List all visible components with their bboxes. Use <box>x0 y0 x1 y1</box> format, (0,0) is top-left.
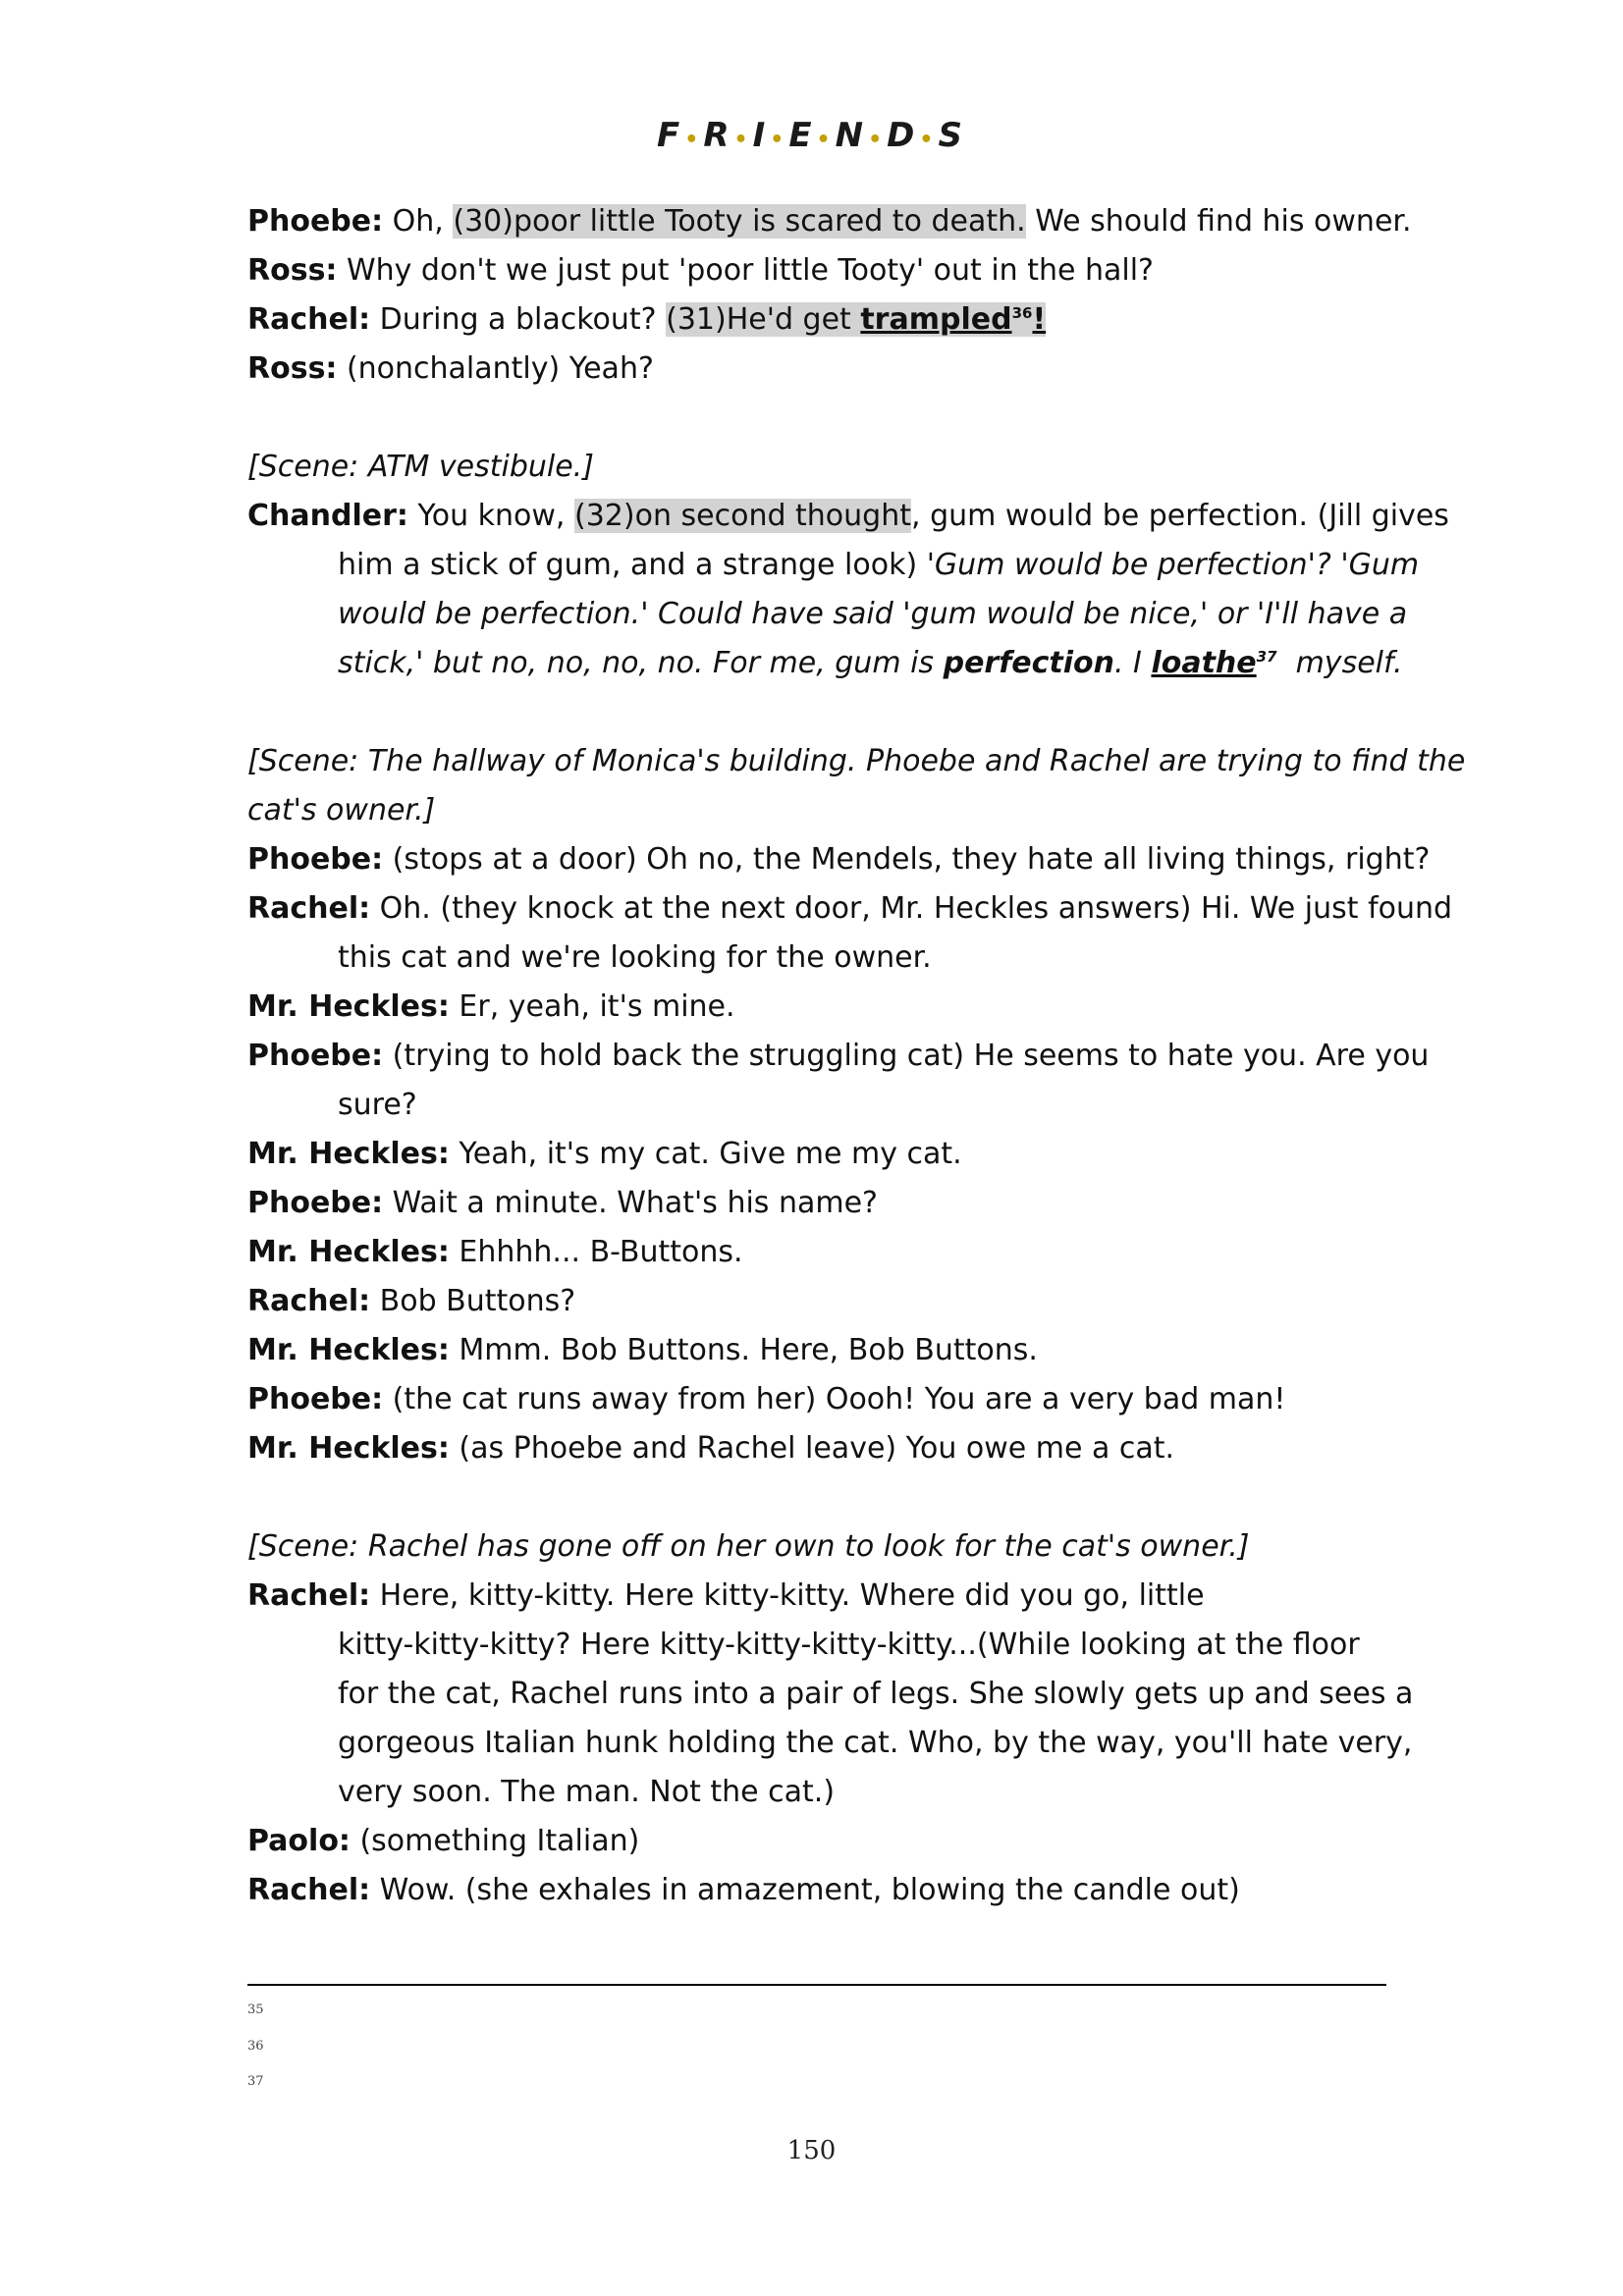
dialogue-text: We should find his owner. <box>1025 204 1412 239</box>
speaker: Phoebe: <box>247 842 384 877</box>
dialogue-text: him a stick of gum, and a strange look) <box>338 548 927 582</box>
dialogue-continuation: this cat and we're looking for the owner. <box>338 940 932 975</box>
dialogue-text: You know, <box>407 499 575 533</box>
dialogue-line <box>247 1866 1386 1915</box>
footnote-divider <box>247 1984 1386 1986</box>
speaker: Phoebe: <box>247 1039 384 1073</box>
dialogue-line <box>247 1572 1386 1621</box>
dialogue-text: Why don't we just put 'poor little Tooty' out in the hall? <box>337 253 1154 288</box>
dialogue-text: (nonchalantly) Yeah? <box>337 351 654 386</box>
dialogue-line <box>247 295 1386 345</box>
dialogue-text: Yeah, it's my cat. Give me my cat. <box>449 1137 962 1171</box>
dialogue-text: (trying to hold back the struggling cat) He seems to hate you. Are you <box>383 1039 1430 1073</box>
dialogue-text: During a blackout? <box>370 302 667 337</box>
dialogue-text: Bob Buttons? <box>370 1284 576 1318</box>
logo-letter: R <box>703 116 733 155</box>
speaker: Rachel: <box>247 1578 371 1613</box>
speaker: Ross: <box>247 351 338 386</box>
dialogue-line <box>247 246 1386 295</box>
dialogue-text: Oh, <box>383 204 454 239</box>
footnote-37: 37 <box>247 2074 264 2089</box>
logo-letter: I <box>752 116 770 155</box>
dialogue-line <box>247 884 1453 934</box>
dialogue-italic: 'Gum would be perfection'? 'Gum <box>926 548 1420 582</box>
dialogue-italic: . I <box>1113 646 1152 680</box>
dialogue-line <box>247 492 1449 541</box>
footnote-ref-36[interactable]: 36 <box>1011 304 1033 322</box>
dialogue-line <box>247 1326 1386 1375</box>
dialogue-continuation: very soon. The man. Not the cat.) <box>338 1775 836 1809</box>
dialogue-line <box>247 1032 1430 1081</box>
emphasis: perfection <box>943 646 1114 680</box>
dialogue-text: (the cat runs away from her) Oooh! You are a very bad man! <box>383 1382 1286 1416</box>
scene-heading: [Scene: Rachel has gone off on her own to look for the cat's owner.] <box>247 1529 1250 1564</box>
vocab-trampled: trampled <box>860 302 1012 337</box>
dialogue-line <box>247 1228 1386 1277</box>
logo-letter: E <box>788 116 816 155</box>
dialogue-text: Ehhhh... B-Buttons. <box>449 1235 743 1269</box>
speaker: Phoebe: <box>247 1186 384 1220</box>
logo-letter: N <box>835 116 868 155</box>
dialogue-text: (as Phoebe and Rachel leave) You owe me a cat. <box>449 1431 1175 1466</box>
scene-heading: [Scene: ATM vestibule.] <box>247 450 594 484</box>
dialogue-continuation: gorgeous Italian hunk holding the cat. Who, by the way, you'll hate very, <box>338 1726 1413 1760</box>
dialogue-italic: stick,' but no, no, no, no. For me, gum is <box>338 646 944 680</box>
speaker: Phoebe: <box>247 204 384 239</box>
dialogue-text: Wait a minute. What's his name? <box>383 1186 878 1220</box>
dialogue-continuation <box>247 541 1420 590</box>
dialogue-continuation: would be perfection.' Could have said 'gum would be nice,' or 'I'll have a <box>338 597 1408 631</box>
dialogue-continuation: sure? <box>338 1088 417 1122</box>
highlight-32: (32)on second thought <box>574 499 911 533</box>
highlight-text: ! <box>1032 302 1047 337</box>
dialogue-text: Oh. (they knock at the next door, Mr. Heckles answers) Hi. We just found <box>370 891 1453 926</box>
dialogue-line <box>247 1179 1386 1228</box>
speaker: Mr. Heckles: <box>247 1235 450 1269</box>
footnote-ref-37[interactable]: 37 <box>1256 648 1277 666</box>
friends-logo: F•R•I•E•N•D•S <box>657 116 966 155</box>
logo-letter: S <box>938 116 966 155</box>
dialogue-line <box>247 345 1386 394</box>
dialogue-line <box>247 1375 1386 1424</box>
footnote-36: 36 <box>247 2039 264 2054</box>
dialogue-continuation <box>247 639 1403 688</box>
scene-heading: cat's owner.] <box>247 793 436 828</box>
speaker: Phoebe: <box>247 1382 384 1416</box>
speaker: Mr. Heckles: <box>247 1431 450 1466</box>
highlight-text: (31)He'd get <box>666 302 861 337</box>
highlight-31 <box>666 302 1046 337</box>
dialogue-text: (stops at a door) Oh no, the Mendels, they hate all living things, right? <box>383 842 1431 877</box>
dialogue-line <box>247 1424 1386 1473</box>
page-number: 150 <box>786 2136 837 2165</box>
dialogue-line <box>247 835 1431 884</box>
dialogue-text: Mmm. Bob Buttons. Here, Bob Buttons. <box>449 1333 1038 1367</box>
dialogue-text: Here, kitty-kitty. Here kitty-kitty. Where did you go, little <box>370 1578 1205 1613</box>
highlight-30: (30)poor little Tooty is scared to death. <box>453 204 1026 239</box>
vocab-loathe: loathe <box>1151 646 1257 680</box>
dialogue-text: Wow. (she exhales in amazement, blowing the candle out) <box>370 1873 1240 1907</box>
dialogue-line <box>247 1817 1386 1866</box>
dialogue-line <box>247 1277 1386 1326</box>
dialogue-continuation: kitty-kitty-kitty? Here kitty-kitty-kitty-kitty...(While looking at the floor <box>338 1628 1360 1662</box>
speaker: Mr. Heckles: <box>247 1333 450 1367</box>
speaker: Ross: <box>247 253 338 288</box>
script-body <box>247 197 1466 1915</box>
dialogue-text: (something Italian) <box>350 1824 640 1858</box>
speaker: Paolo: <box>247 1824 351 1858</box>
logo-letter: F <box>657 116 684 155</box>
dialogue-line <box>247 197 1412 246</box>
speaker: Mr. Heckles: <box>247 989 450 1024</box>
dialogue-text: Er, yeah, it's mine. <box>449 989 735 1024</box>
footnote-35: 35 <box>247 2002 264 2017</box>
speaker: Rachel: <box>247 891 371 926</box>
scene-heading: [Scene: The hallway of Monica's building. Phoebe and Rachel are trying to find the <box>247 744 1466 778</box>
dialogue-line <box>247 983 1386 1032</box>
speaker: Rachel: <box>247 1873 371 1907</box>
dialogue-continuation: for the cat, Rachel runs into a pair of legs. She slowly gets up and sees a <box>338 1677 1414 1711</box>
speaker: Mr. Heckles: <box>247 1137 450 1171</box>
logo-letter: D <box>887 116 919 155</box>
dialogue-italic: myself. <box>1276 646 1403 680</box>
speaker: Rachel: <box>247 302 371 337</box>
speaker: Rachel: <box>247 1284 371 1318</box>
speaker: Chandler: <box>247 499 408 533</box>
dialogue-line <box>247 1130 1386 1179</box>
dialogue-text: , gum would be perfection. (Jill gives <box>911 499 1449 533</box>
